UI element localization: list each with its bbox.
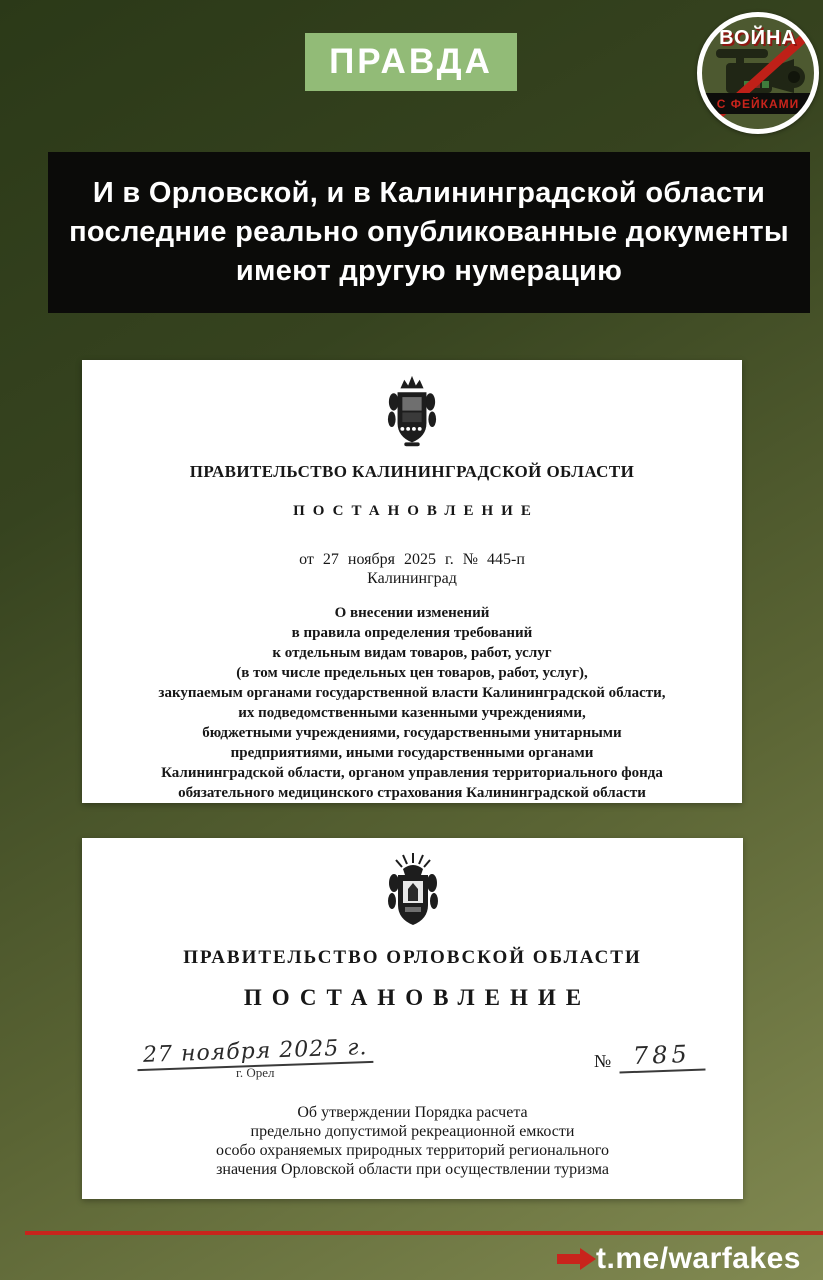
doc2-date-row xyxy=(82,1035,743,1087)
doc1-title-line: Калининградской области, органом управления территориального фонда xyxy=(161,765,663,781)
doc1-title-line: к отдельным видам товаров, работ, услуг xyxy=(272,645,552,661)
doc1-type: ПОСТАНОВЛЕНИЕ xyxy=(293,503,539,519)
doc1-title xyxy=(158,603,665,803)
doc2-title-line: значения Орловской области при осуществлении туризма xyxy=(216,1161,609,1178)
doc2-title-line: Об утверждении Порядка расчета xyxy=(297,1104,528,1121)
doc2-number-block xyxy=(594,1041,705,1072)
doc1-title-line: обязательного медицинского страхования Калининградской области xyxy=(178,785,646,801)
doc2-type: ПОСТАНОВЛЕНИЕ xyxy=(243,985,592,1010)
arrow-right-icon xyxy=(557,1254,581,1264)
doc2-authority: ПРАВИТЕЛЬСТВО ОРЛОВСКОЙ ОБЛАСТИ xyxy=(183,947,642,968)
doc1-title-line: О внесении изменений xyxy=(334,605,490,621)
doc2-title-line: особо охраняемых природных территорий регионального xyxy=(216,1142,609,1159)
doc1-title-line: их подведомственными казенными учреждениями, xyxy=(238,705,586,721)
doc2-title-line: предельно допустимой рекреационной емкости xyxy=(250,1123,575,1140)
doc2-number-sign: № xyxy=(594,1051,612,1071)
oryol-coat-of-arms-icon xyxy=(381,851,445,933)
doc1-title-line: (в том числе предельных цен товаров, работ, услуг), xyxy=(236,665,588,681)
doc1-title-line: бюджетными учреждениями, государственными унитарными xyxy=(202,725,622,741)
footer xyxy=(557,1242,801,1276)
channel-logo xyxy=(697,12,819,134)
telegram-link[interactable]: t.me/warfakes xyxy=(596,1242,801,1275)
doc1-authority: ПРАВИТЕЛЬСТВО КАЛИНИНГРАДСКОЙ ОБЛАСТИ xyxy=(189,462,635,481)
kaliningrad-coat-of-arms-icon xyxy=(380,373,444,452)
document-kaliningrad xyxy=(82,360,742,803)
doc1-date-line: от 27 ноября 2025 г. № 445-п xyxy=(299,551,525,568)
headline-line-1: И в Орловской, и в Калининградской области xyxy=(92,177,766,209)
doc2-handwritten-date: 27 ноября 2025 г. xyxy=(137,1035,374,1071)
doc1-title-line: предприятиями, иными государственными органами xyxy=(230,745,594,761)
doc2-place: г. Орел xyxy=(235,1065,275,1080)
truth-label: ПРАВДА xyxy=(329,42,493,81)
doc1-title-line: закупаемым органами государственной власти Калининградской области, xyxy=(158,685,666,701)
truth-badge xyxy=(305,33,517,91)
logo-subtitle-band xyxy=(697,93,819,114)
logo-title: ВОЙНА xyxy=(719,27,797,49)
doc2-handwritten-number: 785 xyxy=(619,1040,706,1074)
document-oryol xyxy=(82,838,743,1199)
headline-line-3: имеют другую нумерацию xyxy=(235,255,623,287)
doc1-place: Калининград xyxy=(367,570,457,587)
headline-banner xyxy=(48,152,810,313)
footer-divider xyxy=(25,1231,823,1235)
doc2-title xyxy=(216,1103,609,1179)
doc2-date-block xyxy=(137,1035,373,1081)
logo-subtitle: С ФЕЙКАМИ xyxy=(716,96,800,111)
headline-line-2: последние реально опубликованные документы xyxy=(69,216,789,248)
doc1-title-line: в правила определения требований xyxy=(291,625,533,641)
